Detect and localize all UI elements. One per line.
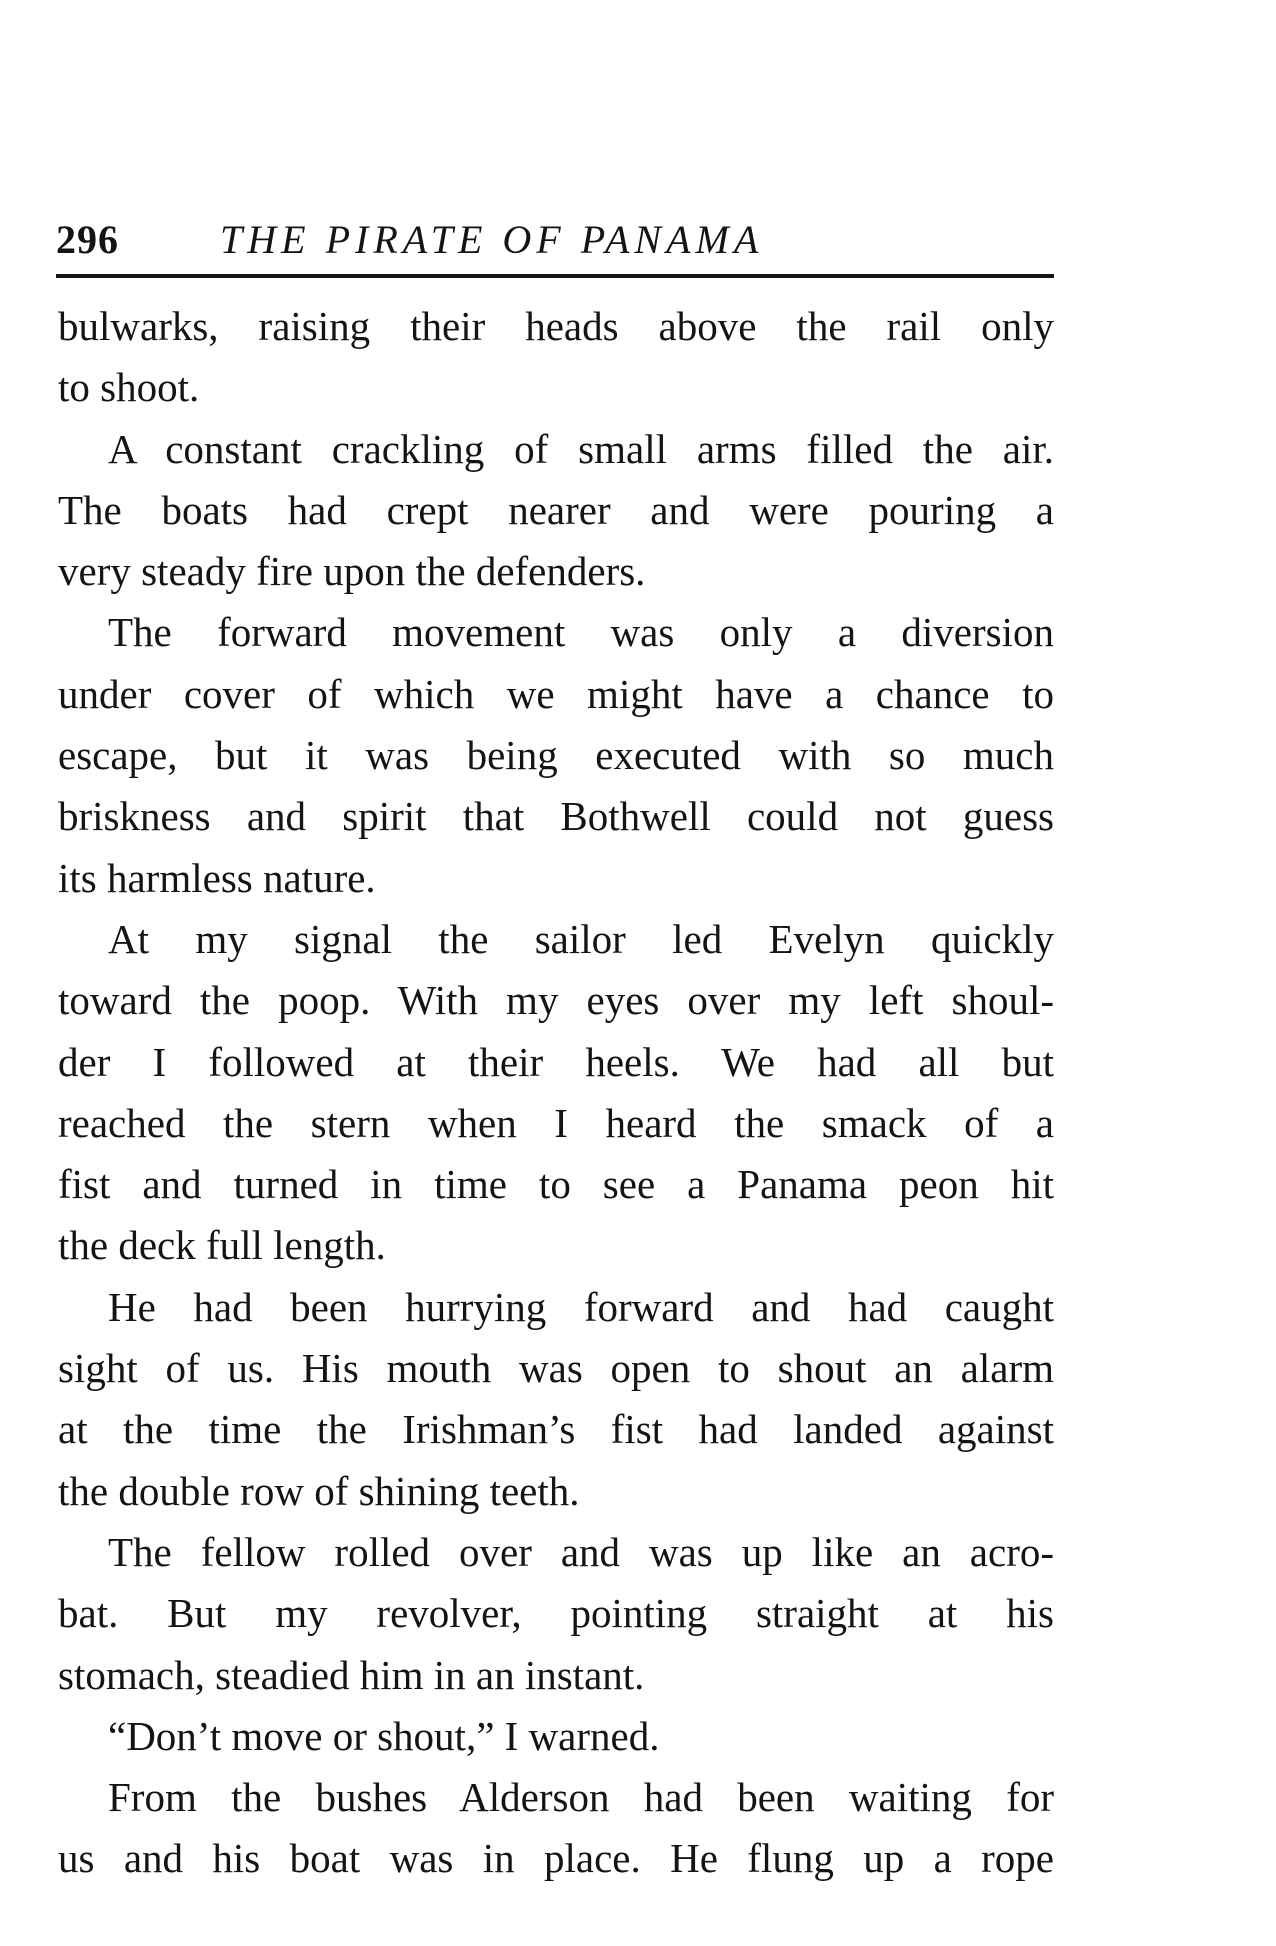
text-line: bat. But my revolver, pointing straight at his	[58, 1590, 1054, 1637]
text-line: toward the poop. With my eyes over my left shoul-	[58, 977, 1054, 1024]
text-line: very steady fire upon the defenders.	[58, 548, 646, 595]
text-line: fist and turned in time to see a Panama peon hit	[58, 1161, 1054, 1208]
body-text	[58, 296, 1054, 1890]
book-title: THE PIRATE OF PANAMA	[220, 217, 764, 262]
text-line: under cover of which we might have a chance to	[58, 670, 1054, 717]
text-line: escape, but it was being executed with so much	[58, 732, 1054, 779]
text-line: The forward movement was only a diversion	[108, 609, 1054, 656]
text-line: The boats had crept nearer and were pouring a	[58, 486, 1054, 533]
text-line: A constant crackling of small arms filled the air.	[108, 425, 1054, 472]
text-line: der I followed at their heels. We had all but	[58, 1038, 1054, 1085]
text-line: at the time the Irishman’s fist had landed against	[58, 1406, 1054, 1453]
text-line: At my signal the sailor led Evelyn quickly	[108, 915, 1054, 962]
text-line: stomach, steadied him in an instant.	[58, 1651, 645, 1698]
text-line: reached the stern when I heard the smack of a	[58, 1099, 1054, 1146]
text-line: its harmless nature.	[58, 854, 376, 901]
text-line: The fellow rolled over and was up like an acro-	[108, 1528, 1054, 1575]
text-line: “Don’t move or shout,” I warned.	[108, 1712, 660, 1759]
text-line: the double row of shining teeth.	[58, 1467, 580, 1514]
text-line: sight of us. His mouth was open to shout an alarm	[58, 1345, 1054, 1392]
text-line: the deck full length.	[58, 1222, 386, 1269]
text-line: bulwarks, raising their heads above the rail only	[58, 303, 1054, 349]
running-head	[56, 212, 1054, 278]
text-line: to shoot.	[58, 364, 200, 411]
text-line: us and his boat was in place. He flung up a rope	[58, 1835, 1054, 1882]
text-line: From the bushes Alderson had been waiting for	[108, 1774, 1054, 1821]
page-number: 296	[56, 217, 119, 262]
text-line: briskness and spirit that Bothwell could not guess	[58, 793, 1054, 840]
text-line: He had been hurrying forward and had caught	[108, 1283, 1054, 1330]
